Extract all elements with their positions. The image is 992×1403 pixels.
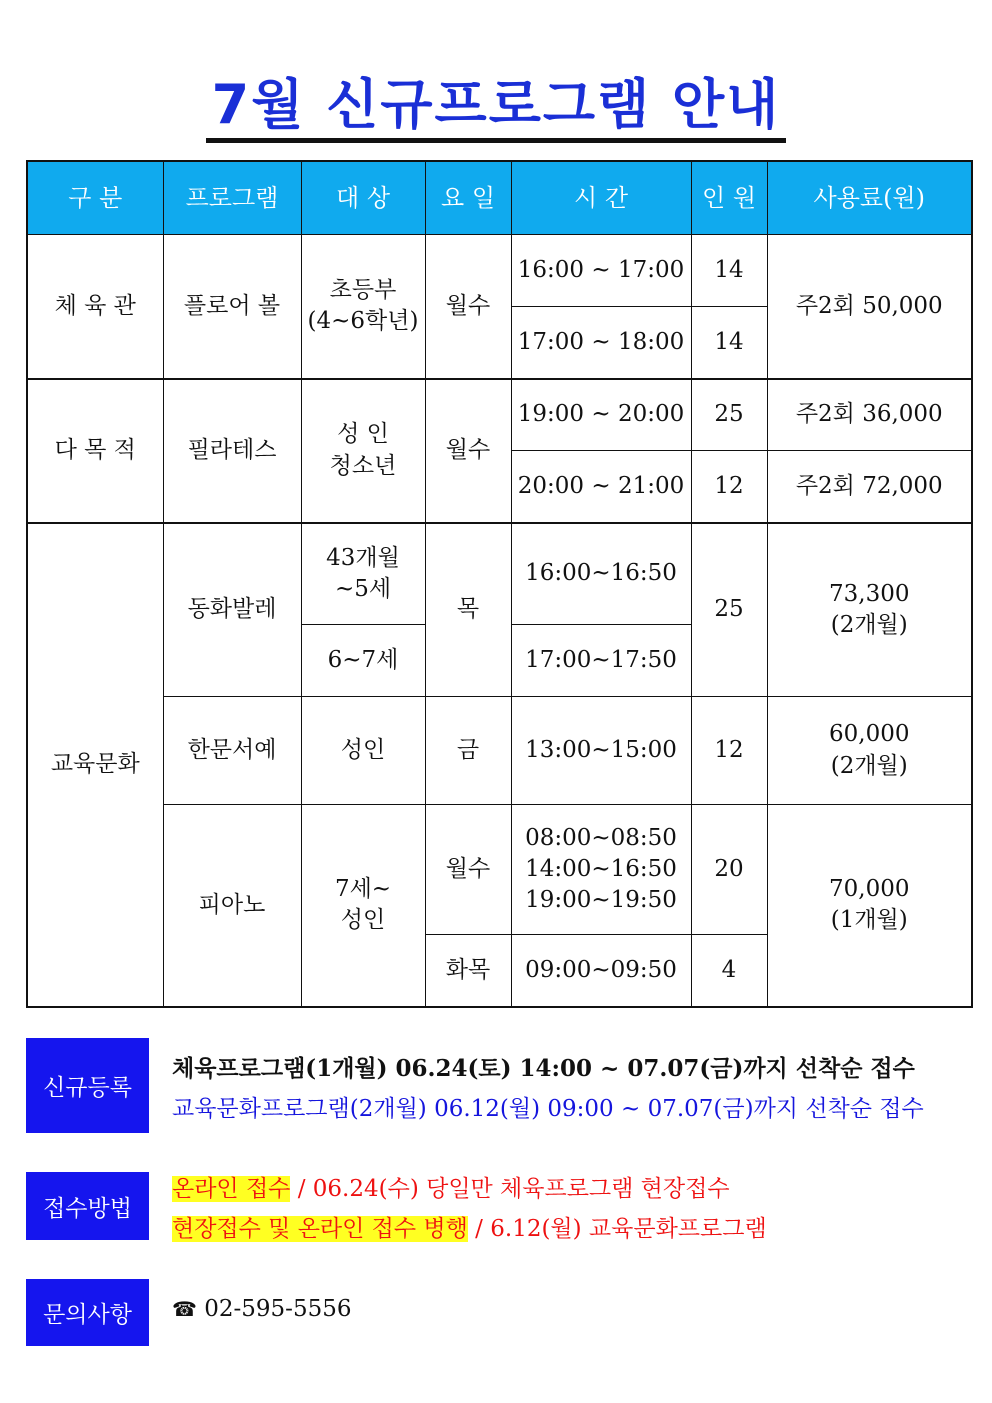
target-cell <box>301 235 425 379</box>
count-cell: 14 <box>691 235 767 307</box>
count-cell: 12 <box>691 451 767 523</box>
count-cell: 25 <box>691 379 767 451</box>
target-line: 초등부 <box>329 277 397 304</box>
table-header-row <box>27 161 972 235</box>
header-fee: 사용료(원) <box>767 161 972 235</box>
time-cell: 17:00~17:50 <box>511 625 691 697</box>
method-highlight-1: 온라인 접수 <box>172 1176 291 1202</box>
header-category: 구 분 <box>27 161 163 235</box>
count-cell: 25 <box>691 523 767 697</box>
program-cell: 동화발레 <box>163 523 301 697</box>
program-cell: 플로어 볼 <box>163 235 301 379</box>
fee-cell: 주2회 36,000 <box>767 379 972 451</box>
method-line-2 <box>172 1210 767 1243</box>
contact-label: 문의사항 <box>26 1279 149 1346</box>
time-line: 08:00~08:50 <box>525 824 677 851</box>
header-target: 대 상 <box>301 161 425 235</box>
table-row <box>27 235 972 307</box>
time-cell: 16:00 ~ 17:00 <box>511 235 691 307</box>
phone-number: 02-595-5556 <box>204 1296 352 1322</box>
day-cell: 화목 <box>425 935 511 1007</box>
table-row <box>27 697 972 805</box>
header-day: 요 일 <box>425 161 511 235</box>
target-line: 성 인 <box>337 421 389 448</box>
header-time: 시 간 <box>511 161 691 235</box>
method-label: 접수방법 <box>26 1172 149 1240</box>
count-cell: 4 <box>691 935 767 1007</box>
day-cell: 목 <box>425 523 511 697</box>
contact-line <box>172 1296 351 1322</box>
fee-cell <box>767 697 972 805</box>
target-line: 성인 <box>340 907 386 934</box>
target-line: ~5세 <box>334 575 392 602</box>
target-cell <box>301 379 425 523</box>
day-cell: 금 <box>425 697 511 805</box>
category-cell: 체 육 관 <box>27 235 163 379</box>
time-cell: 20:00 ~ 21:00 <box>511 451 691 523</box>
fee-period: (2개월) <box>830 611 908 638</box>
target-line: 43개월 <box>326 544 400 571</box>
header-count: 인 원 <box>691 161 767 235</box>
target-cell <box>301 523 425 625</box>
target-line: (4~6학년) <box>307 308 419 335</box>
program-cell: 피아노 <box>163 805 301 1007</box>
fee-amount: 60,000 <box>829 721 910 748</box>
fee-cell <box>767 523 972 697</box>
program-cell: 한문서예 <box>163 697 301 805</box>
count-cell: 14 <box>691 307 767 379</box>
fee-cell: 주2회 50,000 <box>767 235 972 379</box>
header-program: 프로그램 <box>163 161 301 235</box>
method-text-2: / 6.12(월) 교육문화프로그램 <box>467 1216 767 1242</box>
category-cell: 다 목 적 <box>27 379 163 523</box>
program-table <box>26 160 973 1008</box>
registration-line-1: 체육프로그램(1개월) 06.24(토) 14:00 ~ 07.07(금)까지 선착순 접수 <box>172 1055 915 1082</box>
time-cell: 16:00~16:50 <box>511 523 691 625</box>
count-cell: 20 <box>691 805 767 935</box>
time-line: 14:00~16:50 <box>525 855 677 882</box>
method-highlight-2: 현장접수 및 온라인 접수 병행 <box>172 1216 468 1242</box>
target-line: 7세~ <box>334 876 392 903</box>
table-row <box>27 379 972 451</box>
program-cell: 필라테스 <box>163 379 301 523</box>
fee-period: (2개월) <box>830 752 908 779</box>
target-cell: 성인 <box>301 697 425 805</box>
day-cell: 월수 <box>425 805 511 935</box>
fee-amount: 73,300 <box>829 580 910 607</box>
target-line: 청소년 <box>329 452 397 479</box>
registration-line-2: 교육문화프로그램(2개월) 06.12(월) 09:00 ~ 07.07(금)까지 선착순 접수 <box>172 1096 924 1122</box>
phone-icon: ☎ <box>172 1297 197 1321</box>
registration-label: 신규등록 <box>26 1038 149 1133</box>
time-line: 19:00~19:50 <box>525 887 677 914</box>
time-cell: 17:00 ~ 18:00 <box>511 307 691 379</box>
target-cell <box>301 805 425 1007</box>
day-cell: 월수 <box>425 235 511 379</box>
fee-cell <box>767 805 972 1007</box>
table-row <box>27 805 972 935</box>
target-cell: 6~7세 <box>301 625 425 697</box>
time-cell: 13:00~15:00 <box>511 697 691 805</box>
fee-cell: 주2회 72,000 <box>767 451 972 523</box>
page-title: 7월 신규프로그램 안내 <box>0 62 992 139</box>
fee-amount: 70,000 <box>829 876 910 903</box>
time-cell: 19:00 ~ 20:00 <box>511 379 691 451</box>
time-cell: 09:00~09:50 <box>511 935 691 1007</box>
method-text-1: / 06.24(수) 당일만 체육프로그램 현장접수 <box>290 1176 730 1202</box>
fee-period: (1개월) <box>830 907 908 934</box>
day-cell: 월수 <box>425 379 511 523</box>
method-line-1 <box>172 1170 730 1203</box>
table-row <box>27 523 972 625</box>
count-cell: 12 <box>691 697 767 805</box>
time-cell <box>511 805 691 935</box>
category-cell: 교육문화 <box>27 523 163 1007</box>
